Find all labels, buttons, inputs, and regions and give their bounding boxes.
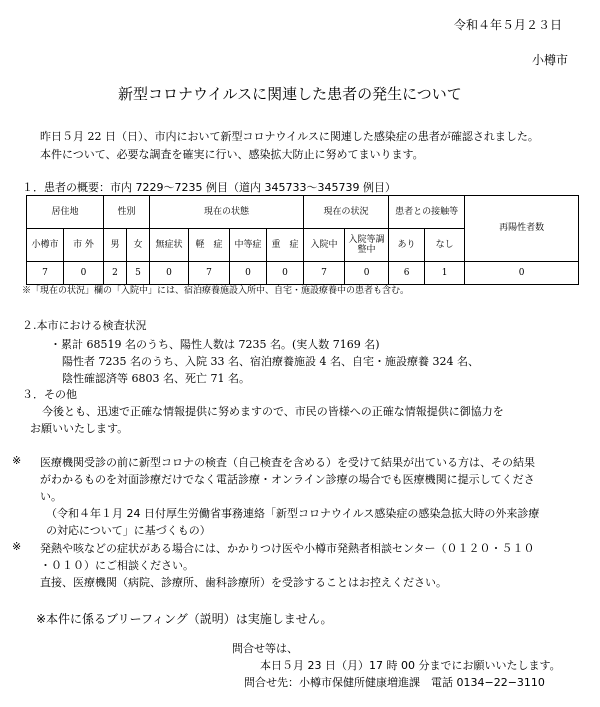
briefing-note: ※本件に係るブリーフィング（説明）は実施しません。	[36, 612, 333, 626]
notice-1-line-4: （令和４年１月 24 日付厚生労働省事務連絡「新型コロナウイルス感染症の感染急拡大時の外来診療	[46, 507, 540, 520]
notice-2-line-3: 直接、医療機関（病院、診療所、歯科診療所）を受診することはお控えください。	[40, 576, 447, 589]
notice-2-line-1: 発熱や咳などの症状がある場合には、かかりつけ医や小樽市発熱者相談センター（０１２０・５１０	[40, 542, 535, 555]
subheader-contact-yes: あり	[389, 229, 425, 262]
table-cell: 0	[465, 262, 579, 285]
section-2-line-3: 陰性確認済等 6803 名、死亡 71 名。	[62, 372, 250, 385]
table-cell: 5	[127, 262, 150, 285]
table-cell: 6	[389, 262, 425, 285]
header-sex: 性別	[104, 196, 150, 229]
table-cell: 2	[104, 262, 127, 285]
table-cell: 0	[64, 262, 104, 285]
header-repositive: 再陽性者数	[465, 196, 579, 262]
section-3-line-2: お願いいたします。	[30, 422, 129, 435]
subheader-otaru: 小樽市	[27, 229, 64, 262]
header-residence: 居住地	[27, 196, 104, 229]
intro-line-1: 昨日５月 22 日（日）、市内において新型コロナウイルスに関連した感染症の患者が確認されました。	[40, 130, 539, 143]
subheader-adjusting: 入院等調整中	[345, 229, 389, 262]
notice-2-mark: ※	[12, 540, 22, 553]
header-contact: 患者との接触等	[389, 196, 465, 229]
subheader-male: 男	[104, 229, 127, 262]
table-cell: 0	[230, 262, 267, 285]
section-2-line-2: 陽性者 7235 名のうち、入院 33 名、宿泊療養施設 4 名、自宅・施設療養 324 名、	[62, 355, 479, 368]
contact-info: 問合せ先：小樽市保健所健康増進課 電話 0134−22−3110	[244, 676, 545, 689]
table-cell: 7	[189, 262, 230, 285]
header-status: 現在の状況	[304, 196, 389, 229]
notice-1-mark: ※	[12, 454, 22, 467]
subheader-moderate: 中等症	[230, 229, 267, 262]
notice-1-line-5: の対応について」に基づくもの）	[46, 524, 211, 537]
section-2-line-1: ・累計 68519 名のうち、陽性人数は 7235 名。(実人数 7169 名)	[50, 338, 380, 351]
notice-1-line-3: い。	[40, 490, 62, 503]
table-cell: 0	[267, 262, 304, 285]
table-cell: 7	[304, 262, 345, 285]
subheader-severe: 重 症	[267, 229, 304, 262]
subheader-female: 女	[127, 229, 150, 262]
section-1-heading: １．患者の概要：市内 7229〜7235 例目（道内 345733〜345739 例目）	[22, 181, 396, 194]
subheader-hospitalized: 入院中	[304, 229, 345, 262]
notice-2-line-2: ・０１０）にご相談ください。	[40, 559, 194, 572]
table-note: ※「現在の状況」欄の「入院中」には、宿泊療養施設入所中、自宅・施設療養中の患者も含む。	[22, 286, 410, 296]
contact-line-1: 問合せ等は、	[232, 642, 298, 655]
header-condition: 現在の状態	[150, 196, 304, 229]
document-title: 新型コロナウイルスに関連した患者の発生について	[118, 85, 462, 103]
issuer-name: 小樽市	[532, 53, 569, 67]
patient-summary-table	[26, 195, 579, 285]
table-cell: 0	[150, 262, 189, 285]
notice-1-line-2: がわかるものを対面診療だけでなく電話診療・オンライン診療の場合でも医療機関に提示してくださ	[40, 473, 535, 486]
subheader-asymptomatic: 無症状	[150, 229, 189, 262]
contact-deadline: 本日５月 23 日（月）17 時 00 分までにお願いいたします。	[260, 659, 561, 672]
table-cell: 1	[425, 262, 465, 285]
section-2-heading: ２.本市における検査状況	[22, 319, 147, 332]
table-cell: 0	[345, 262, 389, 285]
table-cell: 7	[27, 262, 64, 285]
section-3-heading: ３．その他	[22, 388, 77, 401]
subheader-outside: 市 外	[64, 229, 104, 262]
document-date: 令和４年５月２３日	[454, 18, 563, 32]
section-3-line-1: 今後とも、迅速で正確な情報提供に努めますので、市民の皆様への正確な情報提供に御協力を	[42, 405, 504, 418]
intro-line-2: 本件について、必要な調査を確実に行い、感染拡大防止に努めてまいります。	[40, 148, 424, 161]
subheader-mild: 軽 症	[189, 229, 230, 262]
notice-1-line-1: 医療機関受診の前に新型コロナの検査（自己検査を含める）を受けて結果が出ている方は、その結果	[40, 456, 535, 469]
subheader-contact-no: なし	[425, 229, 465, 262]
